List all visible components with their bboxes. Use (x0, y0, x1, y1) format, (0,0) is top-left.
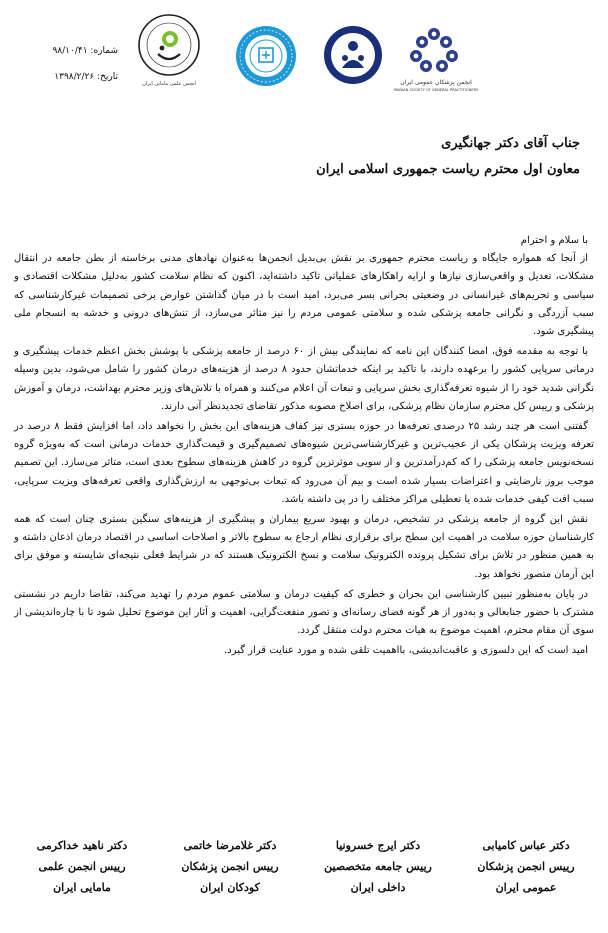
signatory-org: عمومی ایران (495, 881, 557, 894)
signatory-org: کودکان ایران (200, 881, 260, 894)
general-practitioners-logo (404, 22, 464, 78)
midwifery-association-logo (136, 12, 202, 78)
body-paragraph: از آنجا که همواره جایگاه و ریاست محترم جمهوری بر نقش بی‌بدیل انجمن‌ها به‌عنوان نهادهای مدنی برخاسته از بطن جامعه در انتقال مشکلات، تعدیل و واقعی‌سازی نیازها و ارایه راهکارهای عملیاتی تاکید داشته‌اید، اکنون که نظام سلامت کشور به‌دلیل مشکلات اقتصادی و سیاسی و تحریم‌های غیرانسانی در وضعیتی بحرانی بسر می‌برد، امید است با در میان گذاشتن عوارض برخی تصمیمات غیرکارشناسی که سبب آزردگی و نگرانی جامعه پزشکی شده و سلامتی عمومی مردم را نیز متاثر می‌سازد، از تنش‌های درونی و خدشه به انسجام ملی پیشگیری شود. (14, 253, 594, 338)
signatory-title: رییس انجمن پزشکان (181, 860, 279, 873)
signatory-title: رییس انجمن پزشکان (477, 860, 575, 873)
body-paragraph: نقش این گروه از جامعه پزشکی در تشخیص، درمان و بهبود سریع بیماران و پیشگیری از هزینه‌های سنگین بستری چنان است که همه کارشناسان حوزه سلامت در اهمیت این سطح برای برقراری نظام ارجاع به سطوح بالاتر و اصلاحات اساسی در اقتصاد درمان اذعان داشته و به همین منظور در تلاش برای تشکیل پرونده الکترونیک سلامت و نسخ الکترونیک هستند که در شرایط فعلی نتیجه‌ای شایسته و موفق برای این آرمان متصور نخواهد بود. (14, 514, 594, 580)
midwifery-logo-caption: انجمن علمی مامایی ایران (142, 81, 196, 87)
body-paragraph: گفتنی است هر چند رشد ۲۵ درصدی تعرفه‌ها در حوزه بستری نیز کفاف هزینه‌های این بخش را نخواهد داد، اما افزایش فقط ۸ درصد در تعرفه ویزیت پزشکان یکی از عجیب‌ترین و غیرکارشناسی‌ترین شیوه‌های تصمیم‌گیری و قیمت‌گذاری خدمات درمانی است که به‌ویژه گروه نسخه‌نویس جامعه پزشکی را که کم‌درآمدترین و از سویی موثرترین گروه در کاهش هزینه‌های سطوح بعدی است، متاثر می‌سازد. این تصمیم موجب بروز نارضایتی و اعتراضات بسیار شده است و بیم آن می‌رود که تبعات بی‌توجهی به ارزش‌گذاری واقعی تعرفه‌های ویزیت سرپایی، سبب افت کیفی خدمات شده یا تعطیلی مراکز مختلف را در پی داشته باشد. (14, 421, 594, 505)
signature-khosronia (308, 835, 448, 905)
signatory-name: دکتر ناهید خداکرمی (36, 839, 128, 852)
pediatrics-association-logo (322, 22, 384, 88)
signatory-title: رییس انجمن علمی (38, 860, 126, 873)
signatory-org: داخلی ایران (350, 881, 406, 894)
letter-meta (14, 38, 118, 90)
signatory-name: دکتر ایرج خسرونیا (335, 839, 421, 852)
body-paragraph: با توجه به مقدمه فوق، امضا کنندگان این نامه که نمایندگی بیش از ۶۰ درصد از جامعه پزشکی با پوشش بخش اعظم خدمات پیشگیری و درمانی سرپایی کشور را برعهده دارند، با تاکید بر اینکه خدماتشان حدود ۸ درصد از هزینه‌های درمان کشور را شامل می‌شود، بدین وسیله نگرانی شدید خود را از شیوه تعرفه‌گذاری بخش سرپایی و تبعات آن اعلام می‌کنند و همراه با تلاش‌های وزیر محترم بهداشت، درمان و آموزش پزشکی و رییس کل محترم سازمان نظام پزشکی، برای اصلاح مصوبه مذکور تقاضای تجدیدنظر آنی دارند. (14, 346, 594, 412)
body-paragraph: امید است که این دلسوزی و عاقبت‌اندیشی، بااهمیت تلقی شده و مورد عنایت قرار گیرد. (224, 645, 588, 657)
gp-logo-caption-en: IRANIAN SOCIETY OF GENERAL PRACTITIONERS (393, 88, 479, 92)
salutation: با سلام و احترام (520, 235, 588, 246)
gp-logo-caption: انجمن پزشکان عمومی ایران (400, 79, 472, 86)
signatory-name: دکتر غلامرضا خاتمی (183, 839, 277, 852)
signatory-title: رییس جامعه متخصصین (324, 860, 432, 873)
body-paragraph: در پایان به‌منظور تبیین کارشناسی این بحران و خطری که کیفیت درمان و سلامتی عموم مردم را تهدید می‌کند، تقاضا داریم در نشستی مشترک با حضور جنابعالی و به‌دور از هر گونه فضای رسانه‌ای و تصور منفعت‌گرایی، اهمیت و آثار این موضوع تحلیل شود تا با چاره‌اندیشی از سوی آن مقام محترم، اهمیت موضوع به هیات محترم دولت منتقل گردد. (14, 588, 594, 637)
signature-kamyabi (456, 835, 596, 905)
signatory-org: مامایی ایران (53, 881, 111, 894)
signature-block (12, 835, 596, 905)
addressee-title: معاون اول محترم ریاست جمهوری اسلامی ایران (316, 162, 580, 177)
letter-number: شماره: ۹۸/۱۰/۴۱ (52, 46, 118, 56)
signature-khatami (160, 835, 300, 905)
letter-body (14, 232, 594, 663)
association-seal-logo (234, 24, 298, 88)
signatory-name: دکتر عباس کامیابی (482, 839, 570, 852)
addressee-name: جناب آقای دکتر جهانگیری (441, 136, 580, 151)
letter-date: تاریخ: ۱۳۹۸/۲/۲۶ (54, 72, 118, 82)
signature-khodakarami (12, 835, 152, 905)
